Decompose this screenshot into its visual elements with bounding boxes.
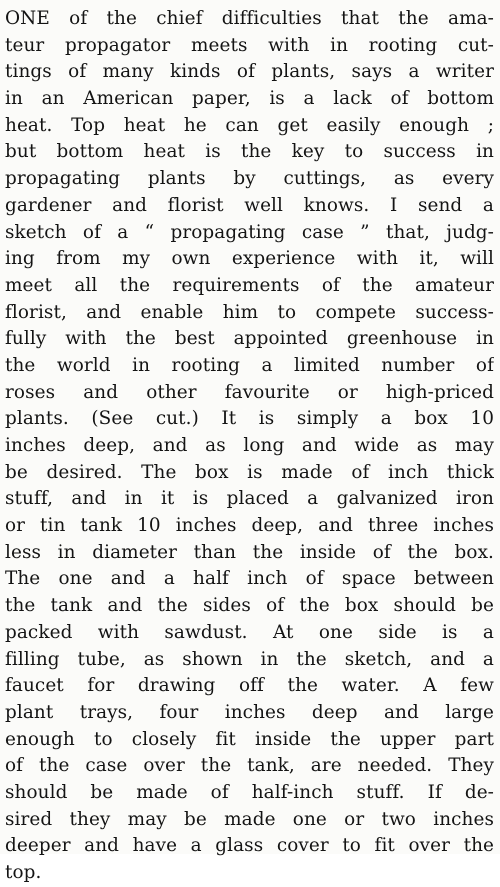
article-line-5: heat. Top heat he can get easily enough ; (5, 114, 494, 136)
article-line-25: filling tube, as shown in the sketch, and a (5, 648, 494, 670)
article-line-17: inches deep, and as long and wide as may (5, 435, 494, 456)
article-line-18: be desired. The box is made of inch thick (5, 461, 494, 483)
article-line-15: roses and other favourite or high-priced (5, 381, 494, 403)
article-line-14: the world in rooting a limited number of (5, 354, 494, 376)
article-line-29: of the case over the tank, are needed. They (5, 755, 494, 777)
article-line-13: fully with the best appointed greenhouse in (5, 328, 494, 350)
article-line-12: florist, and enable him to compete success- (5, 301, 494, 323)
article-line-28: enough to closely fit inside the upper part (5, 728, 494, 750)
article-line-24: packed with sawdust. At one side is a (5, 621, 494, 643)
article-line-11: meet all the requirements of the amateur (5, 274, 494, 296)
article-line-21: less in diameter than the inside of the box. (5, 541, 494, 563)
article-line-9: sketch of a “ propagating case ” that, judg- (5, 221, 494, 243)
article-line-33: top. (5, 862, 42, 883)
article-line-10: ing from my own experience with it, will (5, 248, 494, 270)
article-line-6: but bottom heat is the key to success in (5, 141, 494, 163)
article-line-30: should be made of half-inch stuff. If de- (5, 781, 494, 803)
article-line-4: in an American paper, is a lack of bottom (5, 88, 494, 110)
article-line-32: deeper and have a glass cover to fit over the (5, 835, 494, 857)
article-line-20: or tin tank 10 inches deep, and three inches (5, 515, 494, 537)
article-line-19: stuff, and in it is placed a galvanized iron (5, 488, 494, 510)
article-line-8: gardener and florist well knows. I send a (5, 194, 494, 216)
article-line-3: tings of many kinds of plants, says a writer (5, 61, 494, 83)
article-line-31: sired they may be made one or two inches (5, 808, 494, 830)
article-line-7: propagating plants by cuttings, as every (5, 168, 494, 190)
article-column (5, 6, 494, 887)
article-line-16: plants. (See cut.) It is simply a box 10 (5, 408, 494, 430)
article-line-27: plant trays, four inches deep and large (5, 701, 494, 723)
article-line-2: teur propagator meets with in rooting cut- (5, 34, 494, 56)
article-line-23: the tank and the sides of the box should be (5, 595, 494, 617)
article-line-22: The one and a half inch of space between (5, 568, 494, 590)
article-line-26: faucet for drawing off the water. A few (5, 675, 494, 697)
article-line-1: ONE of the chief difficulties that the ama- (5, 8, 494, 29)
